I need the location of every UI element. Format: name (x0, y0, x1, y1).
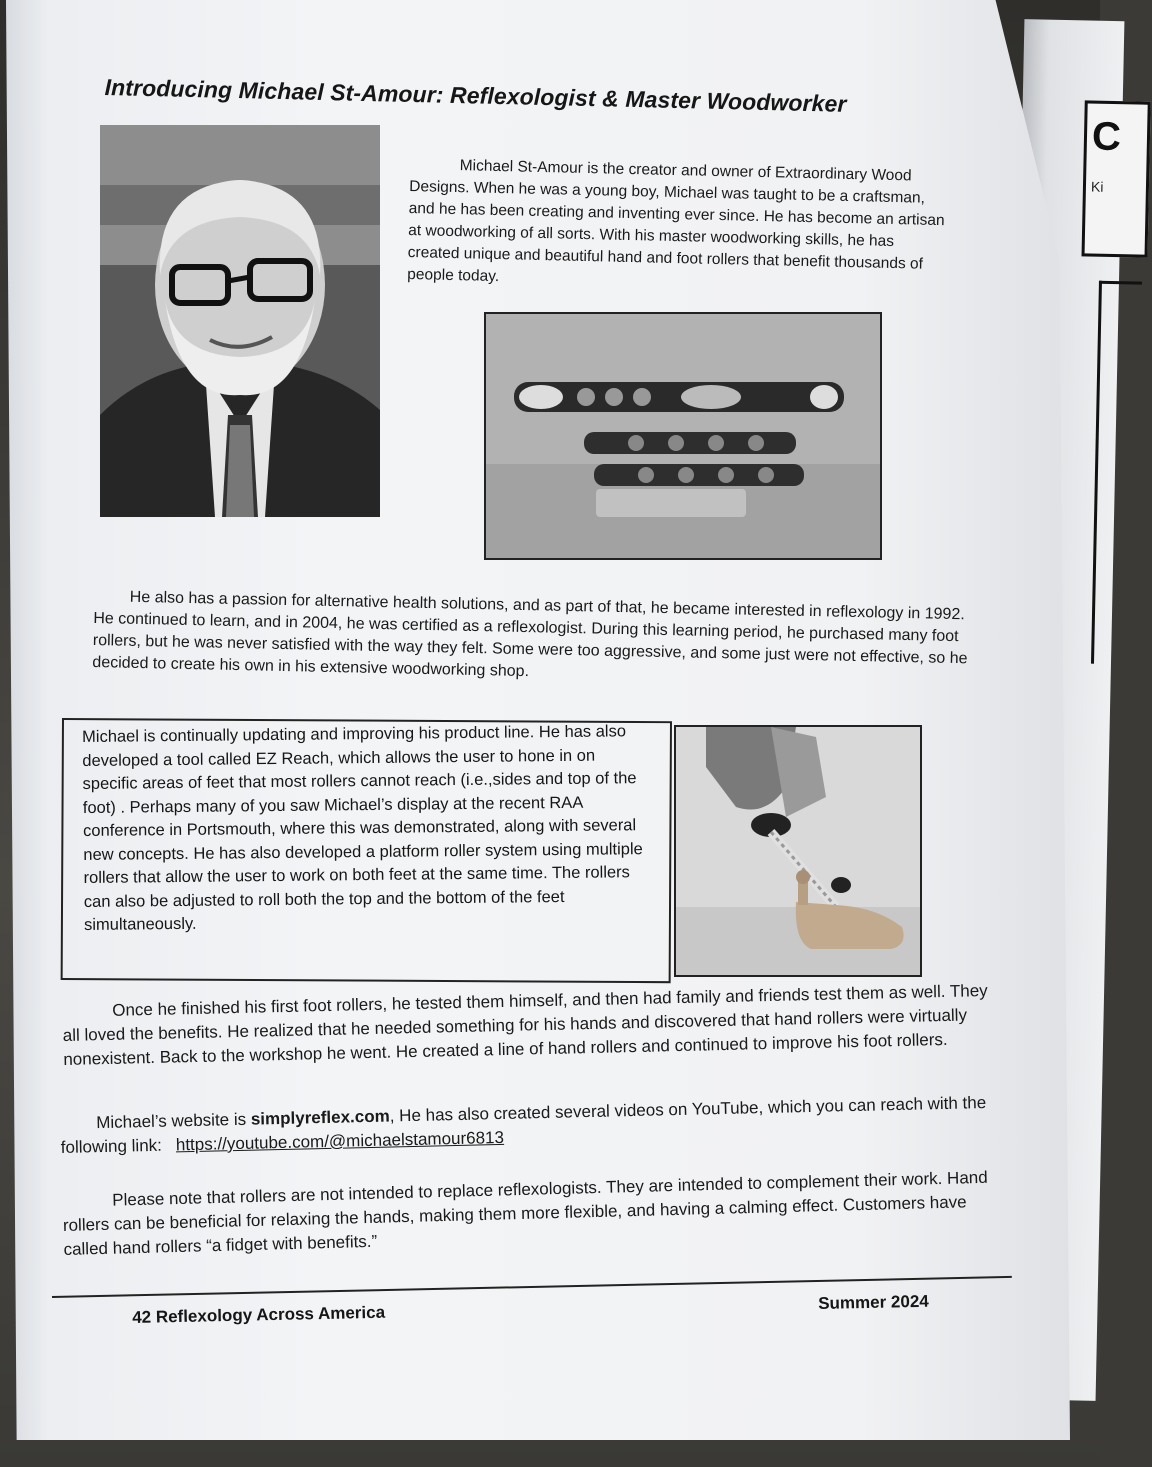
portrait-photo (100, 125, 380, 517)
adjacent-page-frame (1091, 281, 1142, 665)
website-link[interactable]: simplyreflex.com (250, 1106, 390, 1129)
ez-reach-illustration (676, 727, 920, 975)
website-paragraph: Michael’s website is simplyreflex.com, He has also created several videos on YouTube, which you can reach with the following link: https://youtube.com/@michaelstamour6813 (60, 1092, 987, 1157)
hand-rollers-paragraph: Once he finished his first foot rollers, he tested them himself, and then had family and friends test them as well. They all loved the benefits. He realized that he needed something for his hands and discovered that hand rollers were virtually nonexistent. Back to the workshop he went. He created a line of hand rollers and continued to improve his foot rollers. (62, 980, 988, 1069)
sidebar-text: Michael is continually updating and improving his product line. He has also developed a tool called EZ Reach, which allows the user to hone in on specific areas of feet that most rollers cannot reach (i.e.,sides and top of the foot) . Perhaps many of you saw Michael’s display at the recent RAA conference in Portsmouth, where this was demonstrated, along with several new concepts. He has also developed a platform roller system using multiple rollers that allow the user to work on both feet at the same time. The rollers can also be adjusted to roll both the top and the bottom of the feet simultaneously. (82, 722, 643, 934)
rollers-photo (484, 312, 882, 560)
footer-page-label: 42 Reflexology Across America (132, 1302, 386, 1327)
intro-paragraph: Michael St-Amour is the creator and owner of Extraordinary Wood Designs. When he was a young boy, Michael was taught to be a craftsman, and he has been creating and inventing ever since. He has become an artisan at woodworking of all sorts. With his master woodworking skills, he has created unique and beautiful hand and foot rollers that benefit thousands of people today. (407, 157, 945, 286)
portrait-illustration (100, 125, 380, 517)
ez-reach-photo (674, 725, 922, 977)
footer-issue-label: Summer 2024 (818, 1291, 929, 1313)
background-paragraph: He also has a passion for alternative health solutions, and as part of that, he became interested in reflexology in 1992. He continued to learn, and in 2004, he was certified as a reflexologist. During this learning period, he purchased many foot rollers, but he was never satisfied with the way they felt. Some were too aggressive, and some just were not effective, so he decided to create his own in his extensive woodworking shop. (92, 588, 968, 681)
adjacent-page-letter: C (1091, 114, 1122, 160)
adjacent-page-fragment: Ki (1090, 178, 1104, 195)
rollers-illustration (486, 314, 880, 558)
youtube-link[interactable]: https://youtube.com/@michaelstamour6813 (175, 1127, 505, 1155)
article-title: Introducing Michael St-Amour: Reflexologist & Master Woodworker (104, 74, 847, 117)
closing-paragraph: Please note that rollers are not intended to replace reflexologists. They are intended to complement their work. Hand rollers can be beneficial for relaxing the hands, making them more flexible, and having a calming effect. Customers have called hand rollers “a fidget with benefits.” (62, 1167, 988, 1259)
